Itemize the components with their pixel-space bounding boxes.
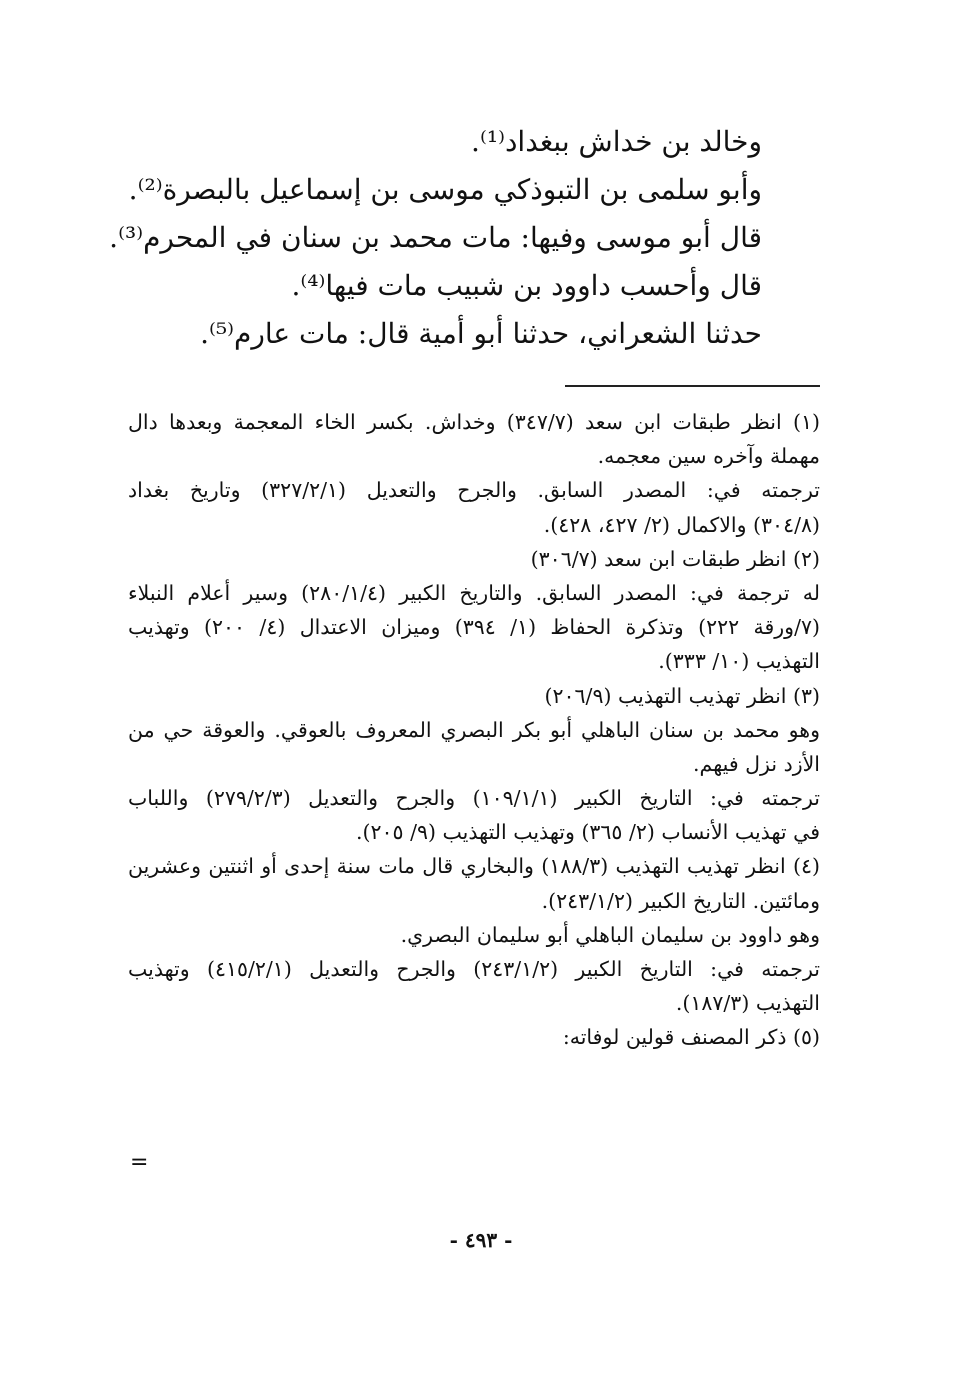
footnote-3-line-1: (٣) انظر تهذيب التهذيب (٢٠٦/٩) (544, 683, 820, 708)
footnote-4-line-1: (٤) انظر تهذيب التهذيب (١٨٨/٣) والبخاري قال مات سنة إحدى أو اثنتين وعشرين (128, 854, 820, 879)
footnote-5-line-1: (٥) ذكر المصنف قولين لوفاته: (562, 1025, 820, 1050)
footnote-divider (565, 385, 820, 387)
footnote-1-line-2: مهملة وآخره سين معجمه. (597, 444, 820, 469)
footnote-3-line-4: ترجمته في: التاريخ الكبير (١٠٩/١/١) والجرح والتعديل (٢٧٩/٢/٣) واللباب (128, 786, 820, 811)
footnote-1-line-3: ترجمته في: المصدر السابق. والجرح والتعديل (٣٢٧/٢/١) وتاريخ بغداد (128, 478, 820, 503)
footnote-1-line-4: (٣٠٤/٨) والاكمال (٢/ ٤٢٧، ٤٢٨). (543, 512, 820, 537)
footnote-2-line-4: التهذيب (١٠/ ٣٣٣). (658, 649, 820, 674)
footnote-4-line-5: التهذيب (١٨٧/٣). (675, 991, 820, 1016)
main-line-2: وأبو سلمى بن التبوذكي موسى بن إسماعيل بالبصرة⁽²⁾. (128, 173, 762, 206)
main-text-block (109, 118, 762, 358)
footnote-2-line-3: (٧/ورقة ٢٢٢) وتذكرة الحفاظ (١/ ٣٩٤) وميزان الاعتدال (٤/ ٢٠٠) وتهذيب (128, 615, 820, 640)
footnote-3-line-2: وهو محمد بن سنان الباهلي أبو بكر البصري المعروف بالعوقي. والعوقة حي من (128, 717, 820, 742)
footnote-3-line-5: في تهذيب الأنساب (٢/ ٣٦٥) وتهذيب التهذيب (٩/ ٢٠٥). (356, 820, 820, 845)
footnote-1-line-1: (١) انظر طبقات ابن سعد (٣٤٧/٧) وخداش. بكسر الخاء المعجمة وبعدها دال (128, 410, 820, 434)
main-line-1: وخالد بن خداش ببغداد⁽¹⁾. (471, 125, 762, 158)
footnote-3-line-3: الأزد نزل فيهم. (693, 751, 820, 776)
page-number: - ٤٩٣ - (449, 1228, 513, 1252)
continuation-mark: = (130, 1150, 149, 1175)
main-line-4: قال وأحسب داوود بن شبيب مات فيها⁽⁴⁾. (291, 269, 762, 302)
main-line-3: قال أبو موسى وفيها: مات محمد بن سنان في المحرم⁽³⁾. (109, 221, 762, 254)
footnote-2-line-2: له ترجمة في: المصدر السابق. والتاريخ الكبير (٢٨٠/١/٤) وسير أعلام النبلاء (128, 580, 820, 605)
footnote-2-line-1: (٢) انظر طبقات ابن سعد (٣٠٦/٧) (530, 546, 820, 571)
footnote-4-line-2: ومائتين. التاريخ الكبير (٢٤٣/١/٢). (541, 888, 820, 913)
footnote-4-line-4: ترجمته في: التاريخ الكبير (٢٤٣/١/٢) والجرح والتعديل (٤١٥/٢/١) وتهذيب (128, 957, 820, 981)
footnotes-block (128, 405, 820, 1055)
main-line-5: حدثنا الشعراني، حدثنا أبو أمية قال: مات عارم⁽⁵⁾. (200, 317, 762, 350)
footnote-4-line-3: وهو داوود بن سليمان الباهلي أبو سليمان البصري. (400, 922, 820, 947)
